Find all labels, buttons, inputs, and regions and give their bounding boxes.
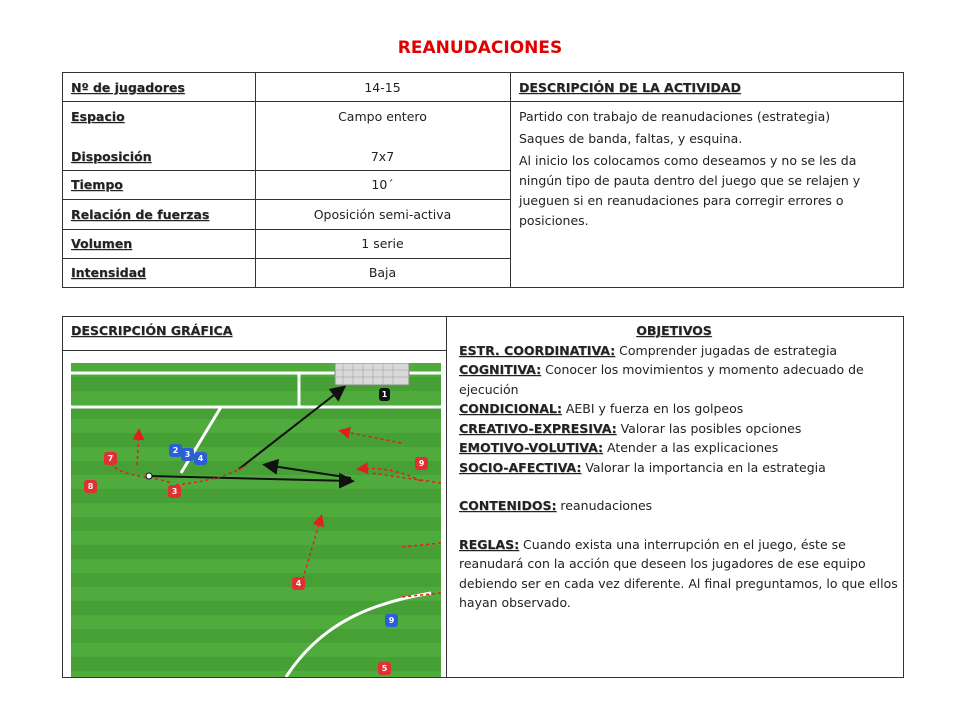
force-relation-label: Relación de fuerzas	[71, 207, 210, 222]
time-value: 10´	[371, 177, 394, 192]
objective-item: CREATIVO-EXPRESIVA: Valorar las posibles opciones	[459, 420, 802, 436]
objectives-header: OBJETIVOS	[636, 323, 712, 338]
ball	[146, 473, 152, 479]
activity-info-table	[62, 72, 904, 288]
pitch-stripes	[71, 363, 441, 677]
objective-item: COGNITIVA: Conocer los movimientos y momento adecuado de ejecución	[459, 362, 864, 397]
player-token-red: 7	[104, 452, 117, 465]
page-title: REANUDACIONES	[397, 38, 563, 58]
players-value: 14-15	[364, 80, 401, 95]
volume-label: Volumen	[71, 236, 133, 251]
objective-item: ESTR. COORDINATIVA: Comprender jugadas de estrategia	[459, 342, 838, 358]
volume-value: 1 serie	[361, 236, 404, 251]
rules-item: REGLAS: Cuando exista una interrupción en el juego, éste se reanudará con la acción que deseen los jugadores de ese equipo debiendo ser en cada vez diferente. Al final preguntamos, lo que ellos hayan observado.	[459, 536, 898, 610]
space-label: Espacio	[71, 109, 125, 124]
player-token-red: 4	[292, 577, 305, 590]
space-value: Campo entero	[338, 109, 427, 124]
graphic-objectives-table	[62, 316, 904, 678]
pitch-diagram	[71, 363, 441, 677]
player-token-red: 3	[168, 485, 181, 498]
description-paragraph: Saques de banda, faltas, y esquina.	[519, 131, 743, 146]
player-token-red: 9	[415, 457, 428, 470]
players-label: Nº de jugadores	[71, 80, 185, 95]
objective-item: EMOTIVO-VOLUTIVA: Atender a las explicaciones	[459, 440, 779, 455]
description-paragraph: Partido con trabajo de reanudaciones (estrategia)	[519, 109, 831, 124]
intensity-label: Intensidad	[71, 265, 146, 280]
objective-item: CONDICIONAL: AEBI y fuerza en los golpeos	[459, 401, 744, 416]
player-token-blue: 9	[385, 614, 398, 627]
graphic-description-header: DESCRIPCIÓN GRÁFICA	[71, 323, 233, 338]
goal-net	[335, 363, 409, 385]
activity-description	[519, 107, 897, 233]
description-header: DESCRIPCIÓN DE LA ACTIVIDAD	[519, 80, 741, 95]
intensity-value: Baja	[368, 265, 397, 280]
objectives-panel	[459, 321, 899, 613]
disposition-value: 7x7	[370, 149, 395, 164]
tactical-diagram	[71, 363, 441, 677]
objective-item: SOCIO-AFECTIVA: Valorar la importancia en la estrategia	[459, 459, 826, 475]
player-token-blue: 3	[181, 448, 194, 461]
player-token-blue: 4	[194, 452, 207, 465]
disposition-label: Disposición	[71, 149, 152, 164]
contents-item: CONTENIDOS: reanudaciones	[459, 498, 653, 513]
time-label: Tiempo	[71, 177, 123, 192]
player-token-red: 5	[378, 662, 391, 675]
player-token-blue: 2	[169, 444, 182, 457]
player-token-red: 8	[84, 480, 97, 493]
goalkeeper-token: 1	[379, 388, 390, 401]
description-paragraph: Al inicio los colocamos como deseamos y no se les da ningún tipo de pauta dentro del juego que se relajen y jueguen si en reanudaciones para corregir errores o posiciones.	[519, 153, 861, 228]
force-relation-value: Oposición semi-activa	[313, 207, 452, 222]
